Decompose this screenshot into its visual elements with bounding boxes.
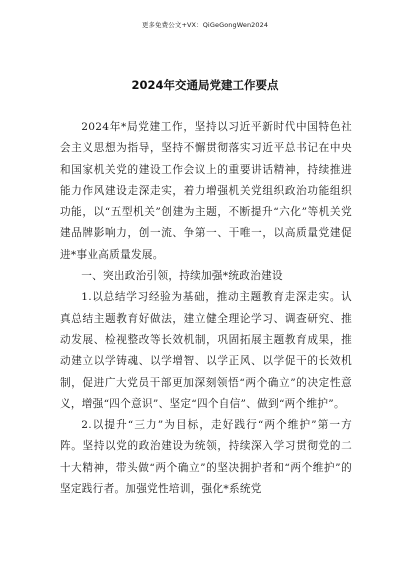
intro-paragraph: 2024年*局党建工作，坚持以习近平新时代中国特色社会主义思想为指导，坚持不懈贯彻落实习近平总书记在中央和国家机关党的建设工作会议上的重要讲话精神，持续推进能力作风建设走深走实，着力增强机关党组织政治功能组织功能，以“五型机关”创建为主题，不断提升“六化”等机关党建品牌影响力，创一流、争第一、干唯一，以高质量党建促进*事业高质量发展。 (60, 121, 352, 261)
item-paragraph-1: 1.以总结学习经验为基础，推动主题教育走深走实。认真总结主题教育好做法，建立健全理论学习、调查研究、推动发展、检视整改等长效机制，巩固拓展主题教育成果，推动建立以学铸魂、以学增智、以学正风、以学促干的长效机制，促进广大党员干部更加深刻领悟“两个确立”的决定性意义，增强“四个意识”、坚定“四个自信”、做到“两个维护”。 (60, 291, 352, 410)
header-watermark: 更多免费公文+VX：QiGeGongWen2024 (141, 21, 269, 29)
document-title: 2024年交通局党建工作要点 (131, 78, 279, 92)
section-heading: 一、突出政治引领，持续加强*统政治建设 (81, 270, 283, 283)
document-body (60, 117, 352, 500)
item-paragraph-2: 2.以提升“三力”为目标，走好践行“两个维护”第一方阵。坚持以党的政治建设为统领，持续深入学习贯彻党的二十大精神，带头做“两个确立”的坚决拥护者和“两个维护”的坚定践行者。加强党性培训，强化*系统党 (60, 419, 352, 496)
